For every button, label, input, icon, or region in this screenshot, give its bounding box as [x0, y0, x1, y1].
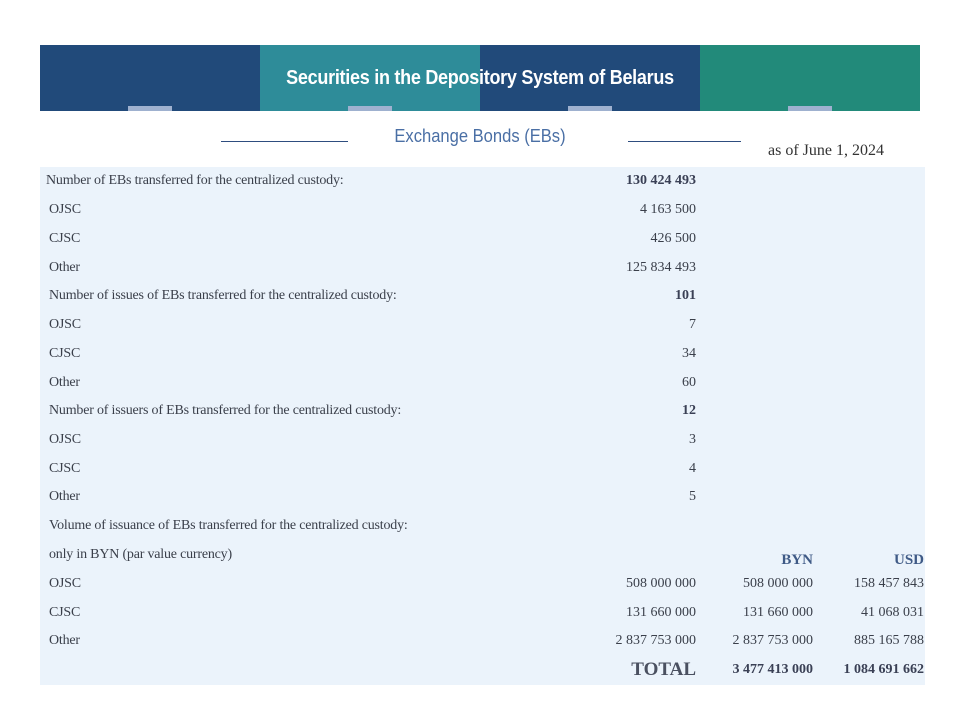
- row-value-par: 131 660 000: [626, 605, 696, 620]
- row-value-byn: 508 000 000: [743, 576, 813, 591]
- row-value: 34: [682, 346, 696, 361]
- row-label: Other: [49, 260, 80, 275]
- table-row: [40, 599, 925, 628]
- row-label: Number of issuers of EBs transferred for the centralized custody:: [49, 403, 402, 418]
- banner-tab-1: [128, 106, 172, 111]
- row-label: OJSC: [49, 576, 81, 591]
- row-total: 101: [675, 288, 696, 303]
- table-row: [40, 483, 925, 512]
- section-subtitle: Exchange Bonds (EBs): [394, 126, 566, 146]
- banner-segment-1: [40, 45, 260, 111]
- row-value-par: 508 000 000: [626, 576, 696, 591]
- row-value-byn: 131 660 000: [743, 605, 813, 620]
- row-label: OJSC: [49, 202, 81, 217]
- table-row: [40, 369, 925, 398]
- row-total: 130 424 493: [626, 173, 696, 188]
- subheader-right-line: [628, 141, 741, 142]
- data-table: [40, 167, 925, 685]
- row-label: Other: [49, 633, 80, 648]
- row-value: 4 163 500: [640, 202, 696, 217]
- column-header-byn: BYN: [781, 552, 813, 568]
- row-value: 3: [689, 432, 696, 447]
- row-value: 125 834 493: [626, 260, 696, 275]
- row-label: CJSC: [49, 461, 81, 476]
- table-row: [40, 225, 925, 254]
- row-label: CJSC: [49, 605, 81, 620]
- table-row: [40, 340, 925, 369]
- table-row: [40, 512, 925, 541]
- table-row: [40, 541, 925, 570]
- row-value-usd: 41 068 031: [861, 605, 924, 620]
- row-value-usd: 885 165 788: [854, 633, 924, 648]
- page-title: Securities in the Depository System of Belarus: [286, 66, 674, 89]
- table-row: [40, 196, 925, 225]
- row-label: Number of EBs transferred for the centralized custody:: [46, 173, 344, 188]
- table-row: [40, 570, 925, 599]
- row-value-byn: 2 837 753 000: [732, 633, 813, 648]
- row-value: 426 500: [650, 231, 696, 246]
- row-label: only in BYN (par value currency): [49, 547, 232, 562]
- total-label: TOTAL: [631, 659, 696, 680]
- row-value-usd: 158 457 843: [854, 576, 924, 591]
- row-label: Other: [49, 375, 80, 390]
- total-byn: 3 477 413 000: [732, 662, 813, 677]
- subheader-left-line: [221, 141, 348, 142]
- table-row: [40, 311, 925, 340]
- row-label: CJSC: [49, 231, 81, 246]
- row-value: 4: [689, 461, 696, 476]
- total-row: [40, 656, 925, 685]
- total-usd: 1 084 691 662: [843, 662, 924, 677]
- row-label: OJSC: [49, 317, 81, 332]
- row-value: 60: [682, 375, 696, 390]
- table-row: [40, 282, 925, 311]
- table-row: [40, 254, 925, 283]
- row-label: Other: [49, 489, 80, 504]
- table-row: [40, 455, 925, 484]
- row-total: 12: [682, 403, 696, 418]
- banner-tab-4: [788, 106, 832, 111]
- row-label: OJSC: [49, 432, 81, 447]
- row-value: 7: [689, 317, 696, 332]
- row-label: Volume of issuance of EBs transferred for the centralized custody:: [49, 518, 408, 533]
- table-row: [40, 167, 925, 196]
- table-row: [40, 426, 925, 455]
- table-row: [40, 627, 925, 656]
- row-label: CJSC: [49, 346, 81, 361]
- row-value-par: 2 837 753 000: [615, 633, 696, 648]
- banner-segment-4: [700, 45, 920, 111]
- row-value: 5: [689, 489, 696, 504]
- column-header-usd: USD: [893, 552, 924, 568]
- row-label: Number of issues of EBs transferred for the centralized custody:: [49, 288, 397, 303]
- table-row: [40, 397, 925, 426]
- as-of-date: as of June 1, 2024: [768, 142, 884, 159]
